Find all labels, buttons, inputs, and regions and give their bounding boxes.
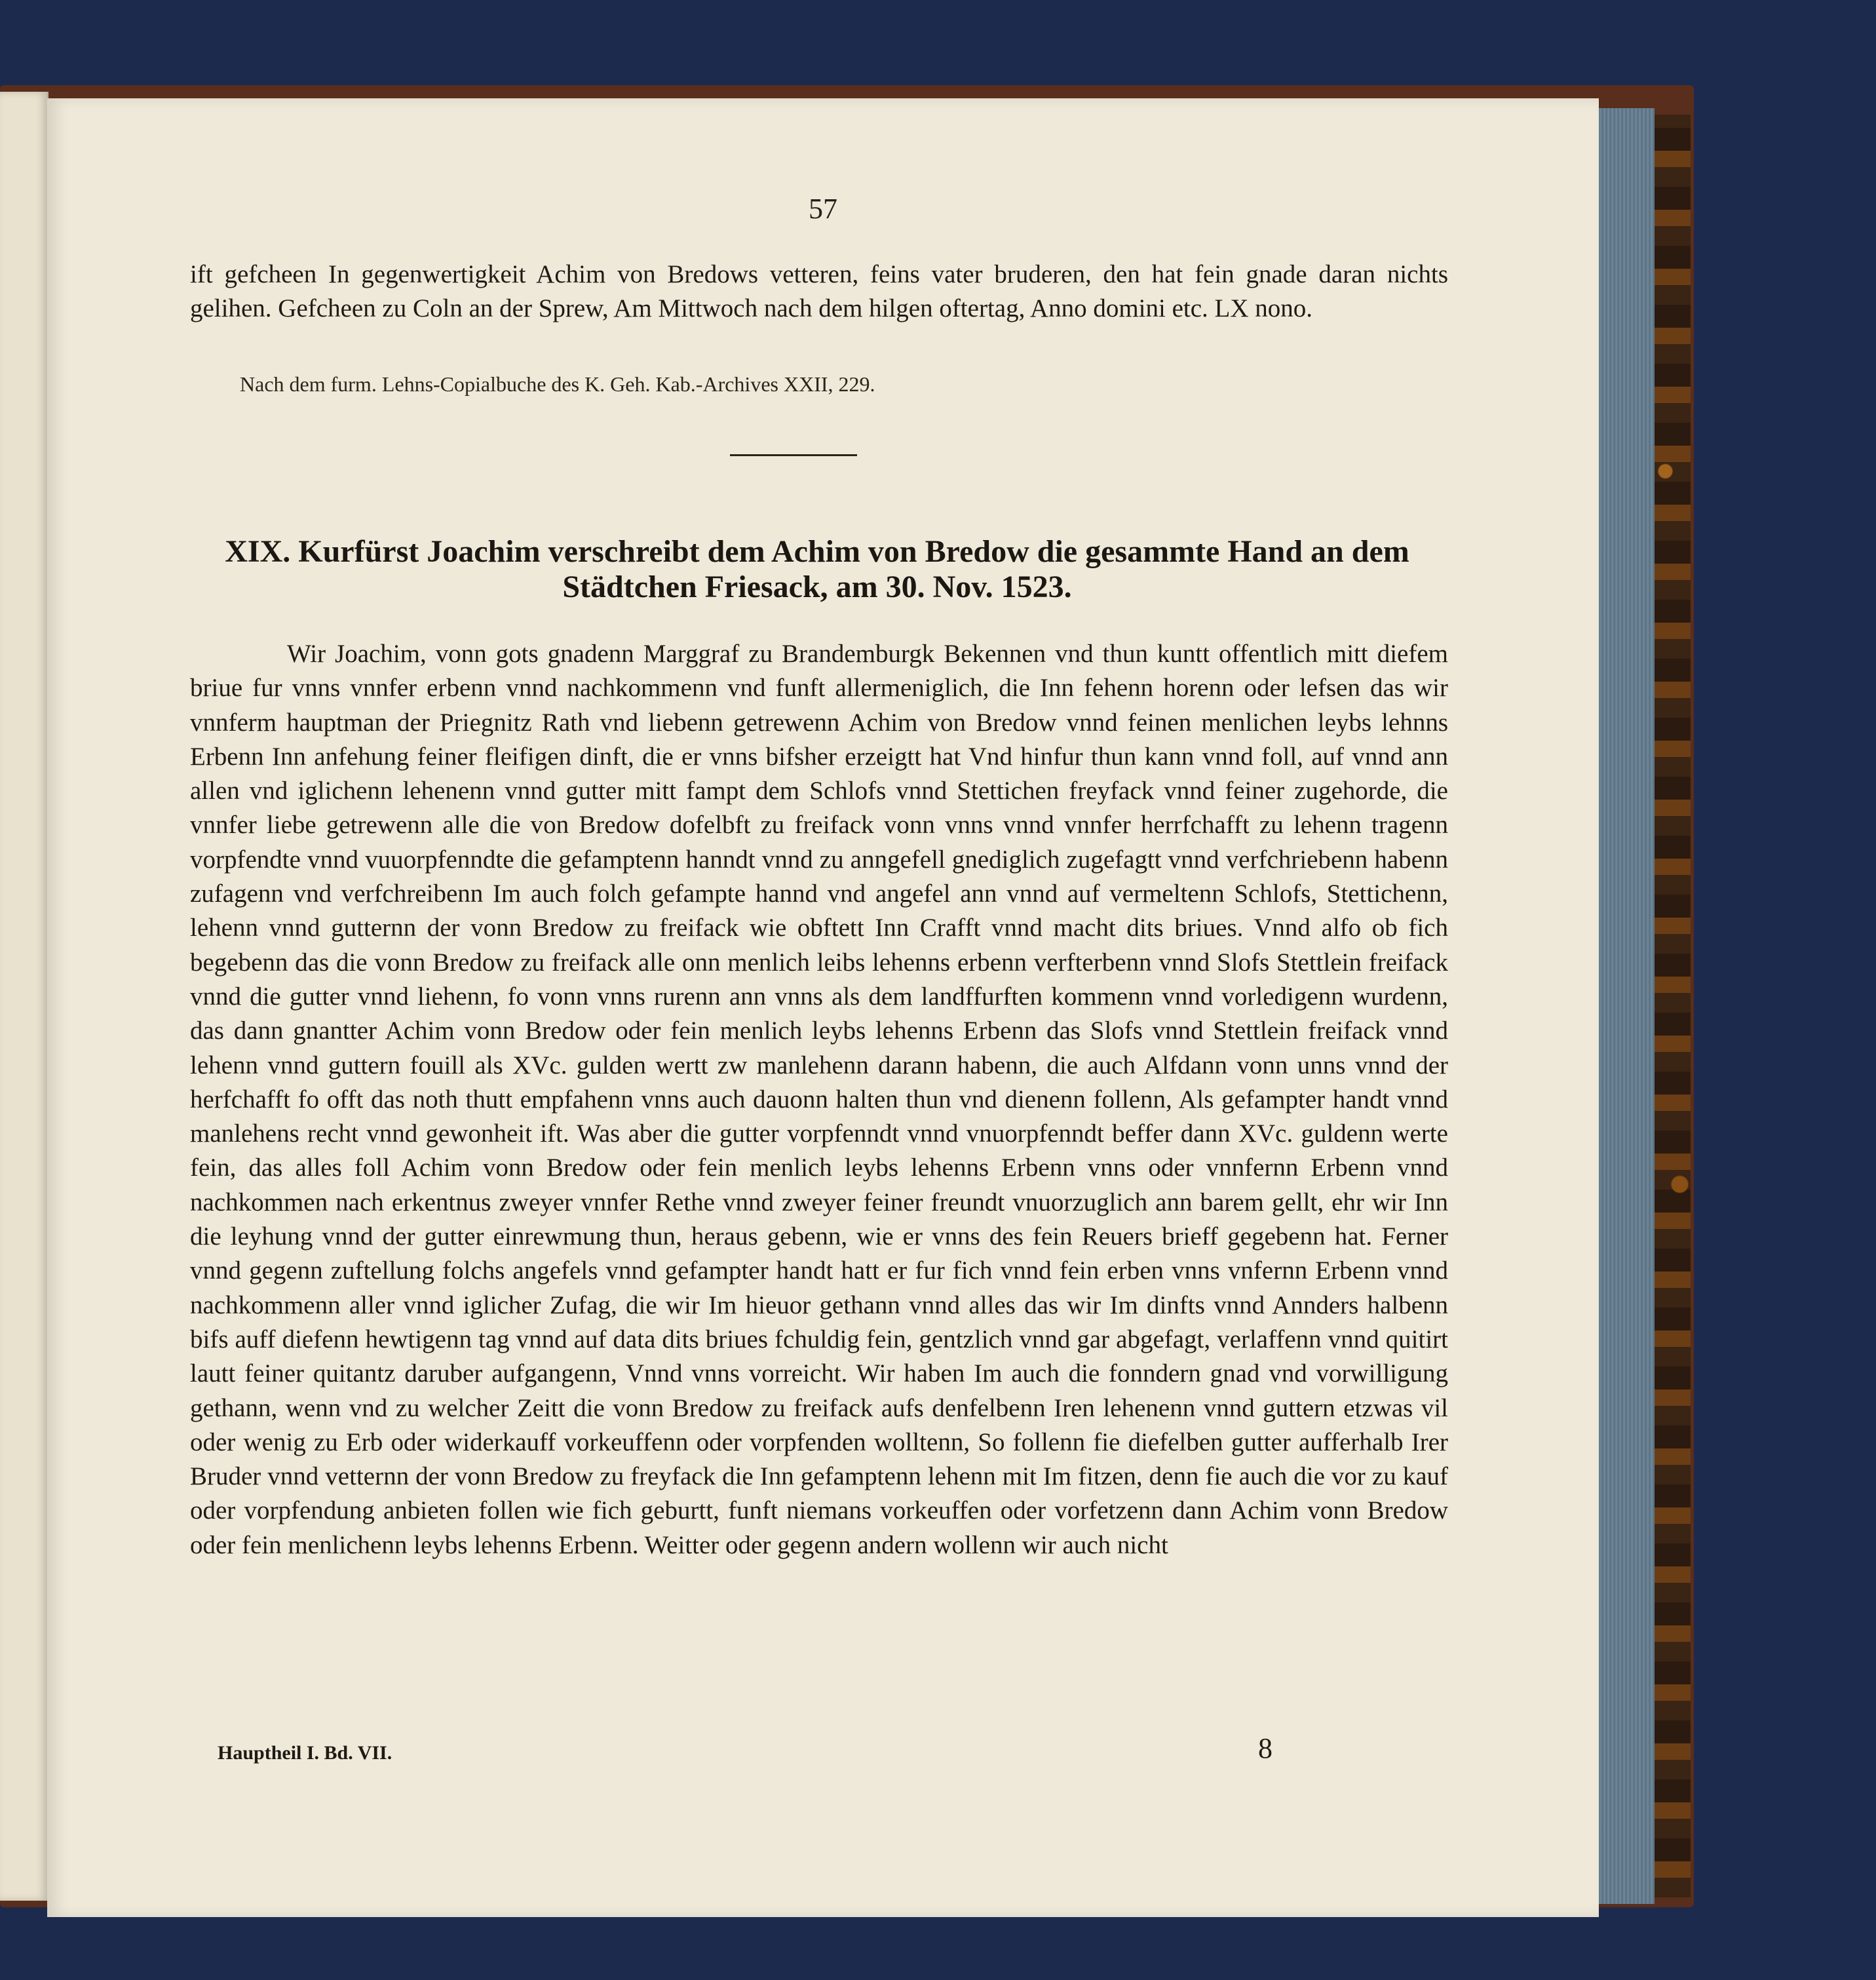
document-heading: XIX. Kurfürst Joachim verschreibt dem Achim von Bredow die gesammte Hand an dem Städtchen Friesack, am 30. Nov. 1523. [225,534,1409,604]
document-page [47,98,1599,1917]
source-note: Nach dem furm. Lehns-Copialbuche des K. Geh. Kab.-Archives XXII, 229. [240,372,875,396]
footer-signature: Hauptheil I. Bd. VII. [218,1742,392,1764]
body-text-block [190,637,1448,1563]
page-number: 57 [809,193,837,225]
footer-sheet-mark: 8 [1258,1732,1273,1764]
section-divider [730,454,857,456]
previous-page-edge [0,92,48,1901]
intro-paragraph-block [190,258,1448,326]
marbled-cover-edge [1655,115,1691,1897]
intro-paragraph: ift gefcheen In gegenwertigkeit Achim von Bredows vetteren, feins vater bruderen, den hat fein gnade daran nichts gelihen. Gefcheen zu Coln an der Sprew, Am Mittwoch nach dem hilgen oftertag, Anno domini etc. LX nono. [190,260,1448,323]
body-paragraph: Wir Joachim, vonn gots gnadenn Marggraf zu Brandemburgk Bekennen vnd thun kuntt offentlich mitt diefem briue fur vnns vnnfer erbenn vnnd nachkommenn vnd funft allermeniglich, die Inn fehenn horenn oder lefsen das wir vnnferm hauptman der Priegnitz Rath vnd liebenn getrewenn Achim von Bredow vnnd feinen menlichen leybs lehnns Erbenn Inn anfehung feiner fleifigen dinft, die er vnns bifsher erzeigtt hat Vnd hinfur thun kann vnnd foll, auf vnnd ann allen vnd iglichenn lehenenn vnnd gutter mitt fampt dem Schlofs vnnd Stettichen freyfack vnnd feiner zugehorde, die vnnfer liebe getrewenn alle die von Bredow dofelbft zu freifack vonn vnns vnnd vnnfer herrfchafft zu lehenn tragenn vorpfendte vnnd vuuorpfenndte die gefamptenn hanndt vnnd zu anngefell gnediglich zugefagtt vnnd verfchriebenn habenn zufagenn vnd verfchreibenn Im auch folch gefampte hannd vnd angefel ann vnnd auf vermeltenn Schlofs, Stettichenn, lehenn vnnd gutternn der vonn Bredow zu freifack wie obftett Inn Crafft vnnd macht dits briues. Vnnd alfo ob fich begebenn das die vonn Bredow zu freifack alle onn menlich leibs lehenns erbenn verfterbenn vnnd Slofs Stettlein freifack vnnd die gutter vnnd liehenn, fo vonn vnns rurenn ann vnns als dem landffurften kommenn vnnd vorledigenn wurdenn, das dann gnantter Achim vonn Bredow oder fein menlich leybs lehenns Erbenn das Slofs vnnd Stettlein freifack vnnd lehenn vnnd guttern fouill als XVc. gulden wertt zw manlehenn darann habenn, die auch Alfdann vonn unns vnnd der herfchafft fo offt das noth thutt empfahenn vnns auch dauonn halten thun vnd dienenn follenn, Als gefampter handt vnnd manlehens recht vnnd gewonheit ift. Was aber die gutter vorpfenndt vnnd vnuorpfenndt beffer dann XVc. guldenn werte fein, das alles foll Achim vonn Bredow oder fein menlich leybs lehenns Erbenn vnns oder vnnfernn Erbenn vnnd nachkommen nach erkentnus zweyer vnnfer Rethe vnnd zweyer feiner freundt vnuorzuglich ann barem gellt, ehr wir Inn die leyhung vnnd der gutter einrewmung thun, heraus gebenn, wie er vnns des fein Reuers brieff gegebenn hat. Ferner vnnd gegenn zuftellung folchs angefels vnnd gefampter handt hatt er fur fich vnnd fein erben vnns vnfernn Erbenn vnnd nachkommenn aller vnnd iglicher Zufag, die wir Im hieuor gethann vnnd alles das wir Im dinfts vnnd Annders halbenn bifs auff diefenn hewtigenn tag vnnd auf data dits briues fchuldig fein, gentzlich vnnd gar abgefagt, verlaffenn vnnd quitirt lautt feiner quitantz daruber aufgangenn, Vnnd vnns vorreicht. Wir haben Im auch die fonndern gnad vnd vorwilligung gethann, wenn vnd zu welcher Zeitt die vonn Bredow zu freifack aufs denfelbenn Iren lehenenn vnnd guttern etzwas vil oder wenig zu Erb oder widerkauff vorkeuffenn oder vorpfenden wolltenn, So follenn fie diefelben gutter aufferhalb Irer Bruder vnnd vetternn der vonn Bredow zu freyfack die Inn gefamptenn lehenn mit Im fitzen, denn fie auch die vor zu kauf oder vorpfendung anbieten follen wie fich geburtt, funft niemans vorkeuffen oder vorfetzenn dann Achim vonn Bredow oder fein menlichenn leybs lehenns Erbenn. Weitter oder gegenn andern wollenn wir auch nicht [190,640,1448,1559]
page-block-edge [1599,108,1655,1904]
